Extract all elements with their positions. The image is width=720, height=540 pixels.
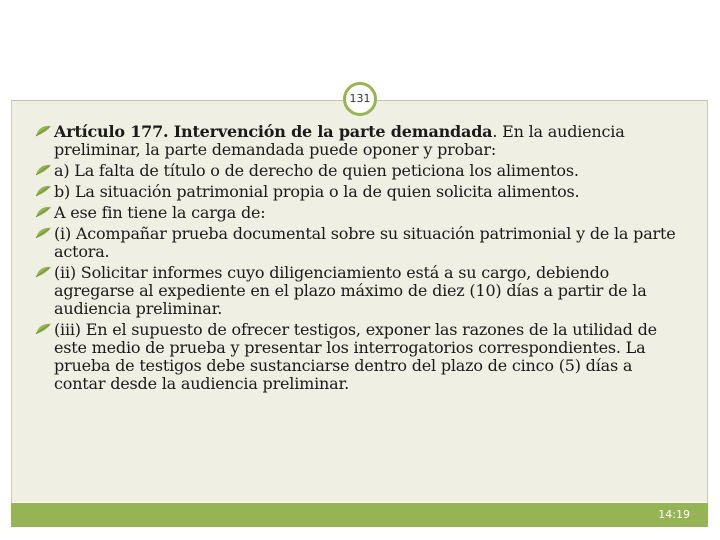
- item-text: b) La situación patrimonial propia o la de quien solicita alimentos.: [54, 182, 580, 201]
- leaf-bullet-icon: [34, 226, 52, 240]
- list-item-iii: [34, 321, 684, 393]
- list-item-a: [34, 162, 684, 180]
- item-text: A ese fin tiene la carga de:: [54, 203, 266, 222]
- content-list: [34, 123, 684, 396]
- page-number: 131: [349, 92, 371, 105]
- leaf-bullet-icon: [34, 163, 52, 177]
- item-text: (iii) En el supuesto de ofrecer testigos, exponer las razones de la utilidad de este medio de prueba y presentar los interrogatorios correspondientes. La prueba de testigos debe sustanciarse dentro del plazo de cinco (5) días a contar desde la audiencia preliminar.: [54, 320, 657, 393]
- item-text: (i) Acompañar prueba documental sobre su situación patrimonial y de la parte actora.: [54, 224, 676, 261]
- article-text: . En la audiencia preliminar, la parte demandada puede oponer y probar:: [54, 122, 625, 159]
- footer-time: 14:19: [658, 508, 690, 521]
- list-item-carga: [34, 204, 684, 222]
- leaf-bullet-icon: [34, 205, 52, 219]
- leaf-bullet-icon: [34, 322, 52, 336]
- leaf-bullet-icon: [34, 265, 52, 279]
- page-number-badge: [343, 82, 377, 116]
- list-item-ii: [34, 264, 684, 318]
- list-item-articulo: [34, 123, 684, 159]
- list-item-i: [34, 225, 684, 261]
- item-text: (ii) Solicitar informes cuyo diligenciamiento está a su cargo, debiendo agregarse al expediente en el plazo máximo de diez (10) días a partir de la audiencia preliminar.: [54, 263, 647, 318]
- leaf-bullet-icon: [34, 124, 52, 138]
- footer-bar: [11, 503, 708, 527]
- item-text: a) La falta de título o de derecho de quien peticiona los alimentos.: [54, 161, 579, 180]
- article-heading: Artículo 177. Intervención de la parte demandada: [54, 122, 493, 141]
- leaf-bullet-icon: [34, 184, 52, 198]
- list-item-b: [34, 183, 684, 201]
